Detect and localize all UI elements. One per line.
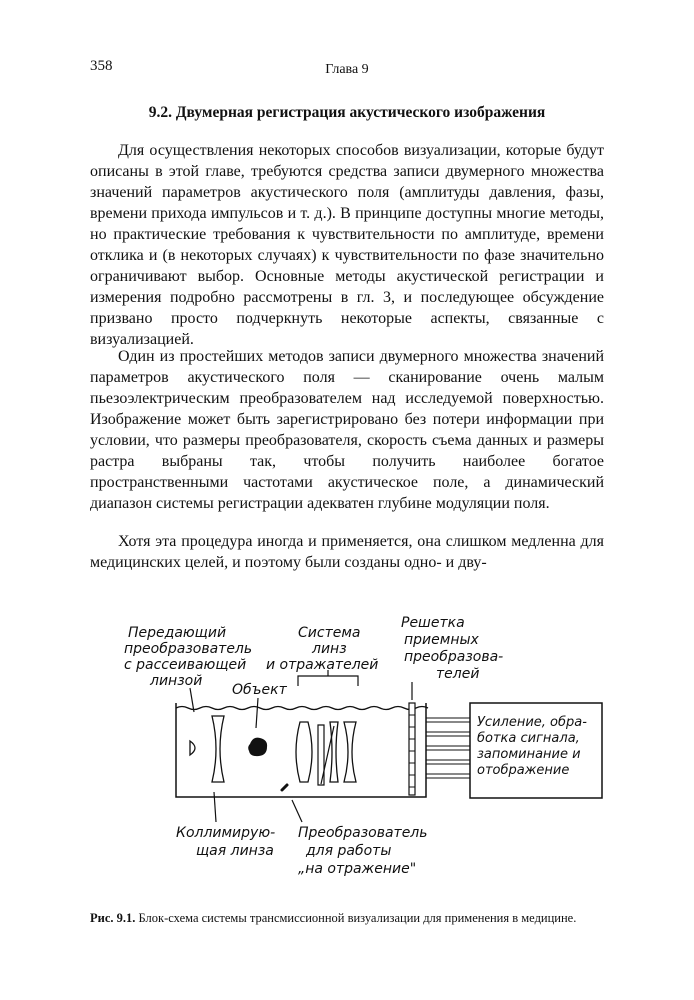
leader-reflection-transducer xyxy=(292,800,302,822)
paragraph-1: Для осуществления некоторых способов визуализации, которые будут описаны в этой главе, требуются средства записи двумерного множества значений параметров акустического поля (амплитуды давления, фазы, времени прихода импульсов и т. д.). В принципе доступны многие методы, но практические требования к чувствительности по амплитуде, времени отклика и (в некоторых случаях) к чувствительности по фазе значительно ограничивают выбор. Основные методы акустической регистрации и измерения подробно рассмотрены в гл. 3, и последующее обсуждение призвано просто подчеркнуть некоторые аспекты, связанные с визуализацией. xyxy=(90,142,604,348)
reflection-transducer xyxy=(282,785,287,790)
label-collimating-lens: Коллимирую- щая линза xyxy=(176,825,276,859)
leader-collimating-lens xyxy=(214,792,216,822)
running-head: Глава 9 xyxy=(325,62,369,77)
reflector-mirror-1 xyxy=(318,725,324,785)
collimating-lens xyxy=(212,716,224,782)
figure-caption xyxy=(90,910,604,927)
section-title: 9.2. Двумерная регистрация акустического изображения xyxy=(148,104,546,121)
label-lens-system: Система линз и отражателей xyxy=(266,625,379,673)
paragraph-2: Один из простейших методов записи двумерного множества значений параметров акустического поля — сканирование очень малым пьезоэлектрическим преобразователем над исследуемой поверхностью. Изображение может быть зарегистрировано без потери информации при условии, что размеры преобразователя, скорость съема данных и размеры растра выбраны так, чтобы получить наиболее богатое пространственными частотами акустическое поле, а динамический диапазон системы регистрации адекватен глубине модуляции поля. xyxy=(90,348,604,512)
label-reflection-transducer: Преобразователь для работы „на отражение" xyxy=(298,825,428,877)
caption-label: Рис. 9.1. xyxy=(90,911,136,925)
lens-system-bracket xyxy=(298,676,358,686)
lens-system-lens-2 xyxy=(330,722,338,782)
tank-outline xyxy=(176,703,426,797)
caption-text: Блок-схема системы трансмиссионной визуализации для применения в медицине. xyxy=(138,911,577,925)
processing-box xyxy=(470,703,602,798)
receiver-grid-hatching xyxy=(409,715,415,787)
lens-system-lens-3 xyxy=(344,722,356,782)
label-processing: Усиление, обра- ботка сигнала, запоминание и отображение xyxy=(477,715,587,778)
receiver-grid xyxy=(409,703,415,795)
water-surface xyxy=(176,707,428,710)
reflector-mirror-2 xyxy=(321,726,334,784)
label-object: Объект xyxy=(232,682,287,698)
signal-wires xyxy=(426,718,470,778)
label-transmitter: Передающий преобразователь с рассеивающей линзой xyxy=(124,625,253,689)
leader-transmitter xyxy=(190,688,194,712)
object-blob xyxy=(248,738,267,757)
transmitter-transducer xyxy=(190,741,195,755)
label-receiver-grid: Решетка приемных преобразова- телей xyxy=(401,615,504,682)
paragraph-3: Хотя эта процедура иногда и применяется, она слишком медленна для медицинских целей, и поэтому были созданы одно- и дву- xyxy=(90,533,604,571)
lens-system-lens-1 xyxy=(296,722,312,782)
leader-object xyxy=(256,698,258,728)
page-number: 358 xyxy=(90,58,113,74)
